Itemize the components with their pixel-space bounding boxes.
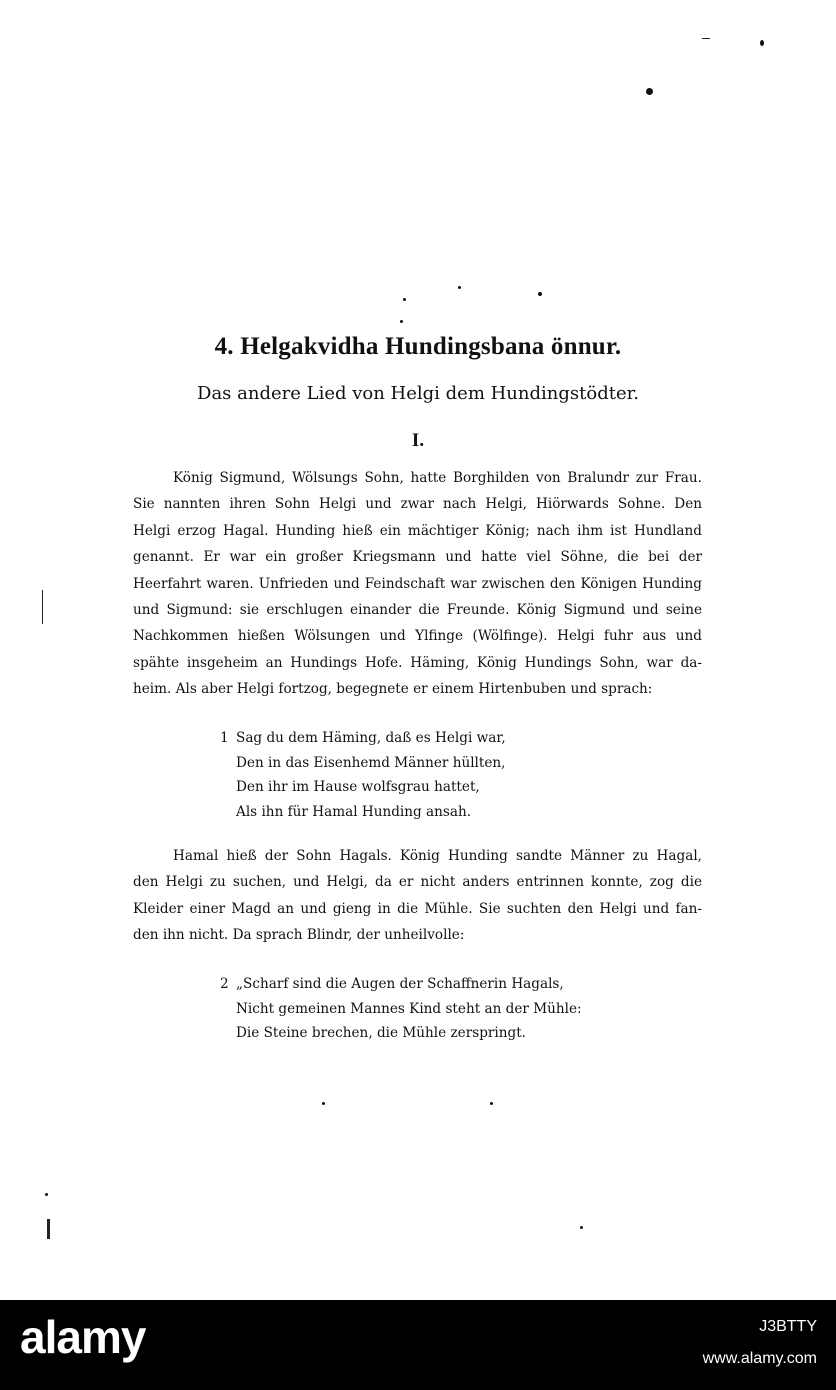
- scan-speck: [45, 1193, 48, 1196]
- scan-speck: [538, 292, 542, 296]
- verse-line: Sag du dem Häming, daß es Helgi war,: [236, 730, 506, 746]
- page-subtitle: Das andere Lied von Helgi dem Hundingstödter.: [197, 383, 639, 404]
- page-title: 4. Helgakvidha Hundingsbana önnur.: [214, 333, 622, 360]
- scan-speck: [580, 1226, 583, 1229]
- text-line: Helgi erzog Hagal. Hunding hieß ein mächtiger König; nach ihm ist Hundland: [133, 522, 702, 539]
- scan-mark: [702, 38, 710, 39]
- section-number: I.: [411, 430, 425, 451]
- scan-speck: [322, 1102, 325, 1105]
- text-line: König Sigmund, Wölsungs Sohn, hatte Borghilden von Bralundr zur Frau.: [173, 470, 702, 486]
- text-line: Nachkommen hießen Wölsungen und Ylfinge (Wölfinge). Helgi fuhr aus und: [133, 628, 702, 645]
- text-line: den ihn nicht. Da sprach Blindr, der unheilvolle:: [133, 927, 465, 944]
- verse-number: 2: [220, 976, 229, 992]
- scan-speck: [646, 88, 653, 95]
- text-line: Sie nannten ihren Sohn Helgi und zwar nach Helgi, Hiörwards Sohne. Den: [133, 496, 702, 513]
- verse-1: [220, 726, 640, 824]
- text-line: Hamal hieß der Sohn Hagals. König Hunding sandte Männer zu Hagal,: [173, 848, 702, 864]
- text-line: Heerfahrt waren. Unfrieden und Feindschaft war zwischen den Königen Hunding: [133, 575, 702, 592]
- scan-mark: [42, 590, 43, 624]
- watermark-logo: alamy: [20, 1311, 146, 1363]
- scan-speck: [400, 320, 403, 323]
- scan-mark: [47, 1219, 50, 1239]
- image-id: J3BTTY: [759, 1318, 817, 1335]
- text-line: Kleider einer Magd an und gieng in die Mühle. Sie suchten den Helgi und fan-: [133, 900, 702, 917]
- scan-speck: [760, 40, 764, 46]
- verse-2: [220, 972, 640, 1046]
- verse-line: Den in das Eisenhemd Männer hüllten,: [236, 754, 506, 771]
- verse-line: Als ihn für Hamal Hunding ansah.: [236, 803, 472, 820]
- paragraph-1: [133, 465, 702, 703]
- watermark-url: www.alamy.com: [702, 1350, 817, 1367]
- scan-speck: [490, 1102, 493, 1105]
- verse-line: Nicht gemeinen Mannes Kind steht an der Mühle:: [236, 1000, 582, 1017]
- text-line: den Helgi zu suchen, und Helgi, da er nicht anders entrinnen konnte, zog die: [133, 874, 702, 891]
- verse-number: 1: [220, 730, 229, 746]
- scan-speck: [403, 298, 406, 301]
- verse-line: Den ihr im Hause wolfsgrau hattet,: [236, 779, 480, 795]
- paragraph-2: [133, 843, 702, 949]
- verse-line: Die Steine brechen, die Mühle zerspringt.: [236, 1025, 526, 1041]
- text-line: spähte insgeheim an Hundings Hofe. Häming, König Hundings Sohn, war da-: [133, 654, 702, 671]
- text-line: und Sigmund: sie erschlugen einander die Freunde. König Sigmund und seine: [133, 602, 702, 619]
- scan-speck: [458, 286, 461, 289]
- text-line: heim. Als aber Helgi fortzog, begegnete er einem Hirtenbuben und sprach:: [133, 681, 653, 698]
- verse-line: „Scharf sind die Augen der Schaffnerin Hagals,: [236, 976, 564, 992]
- text-line: genannt. Er war ein großer Kriegsmann und hatte viel Söhne, die bei der: [133, 549, 702, 566]
